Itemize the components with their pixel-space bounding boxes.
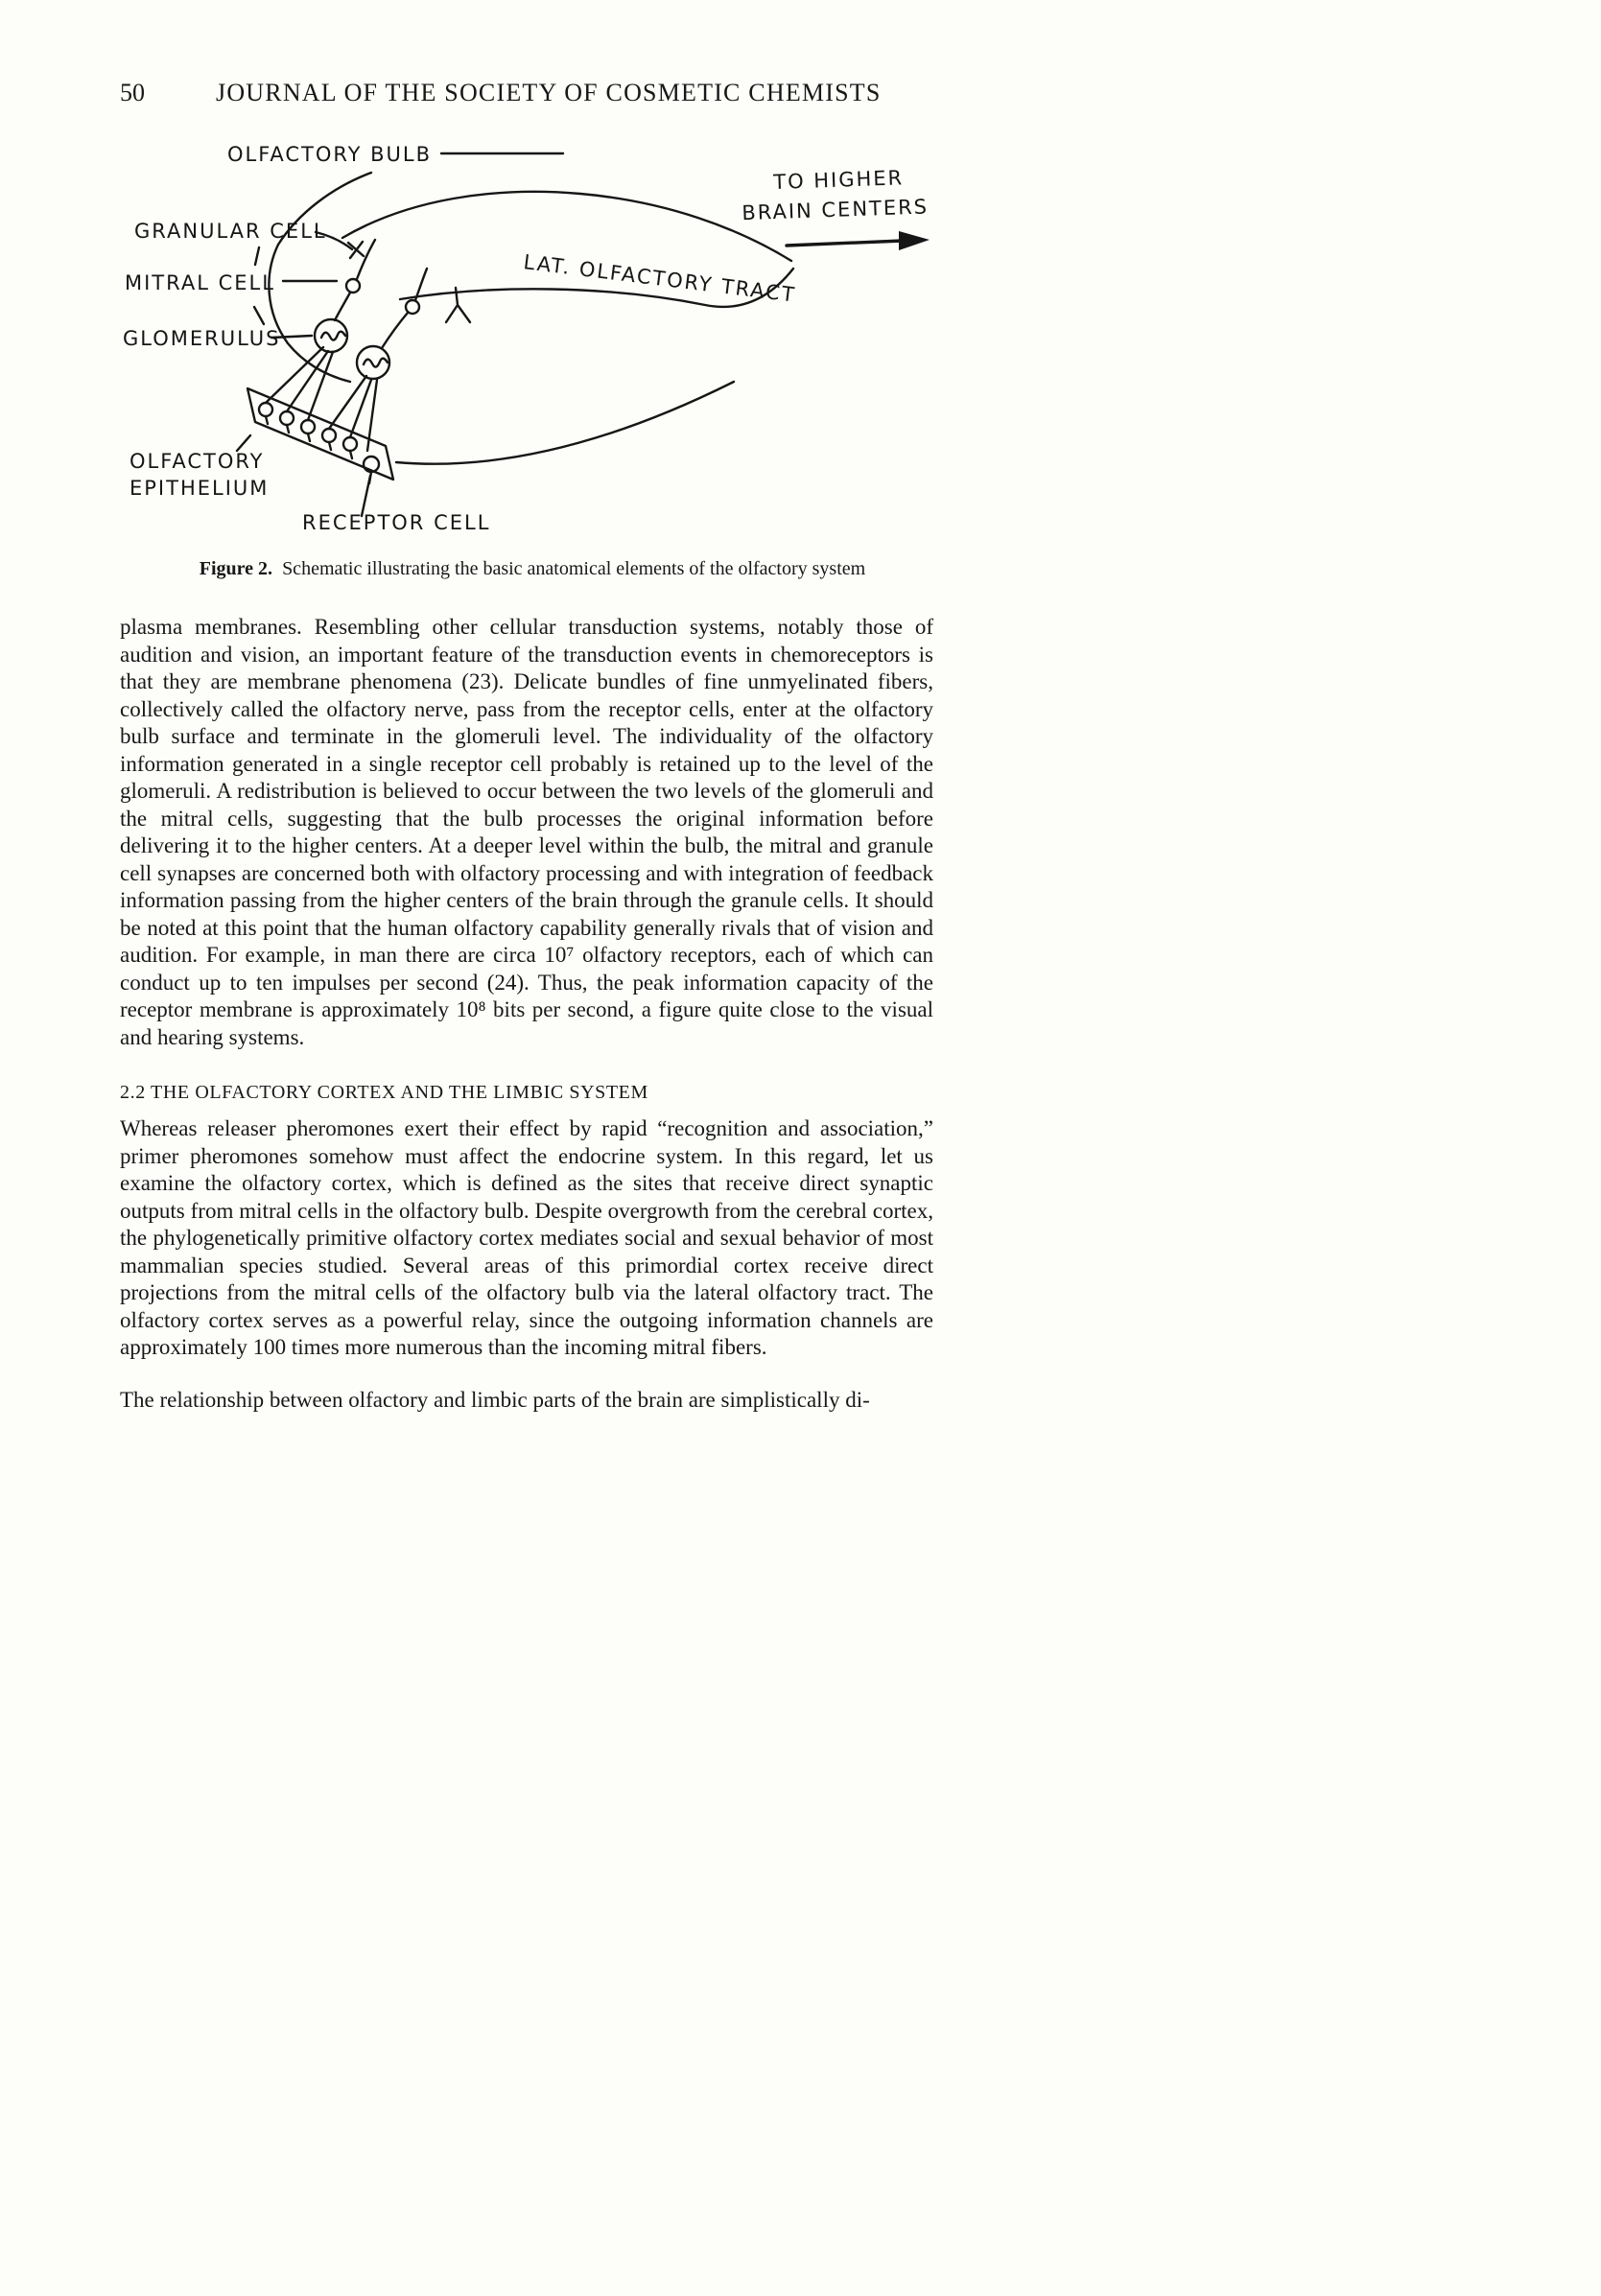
section-heading-2-2: 2.2 THE OLFACTORY CORTEX AND THE LIMBIC SYSTEM [120,1082,648,1103]
paragraph-plasma-membranes: plasma membranes. Resembling other cellular transduction systems, notably those of audition and vision, an important feature of the transduction events in chemoreceptors is that they are membrane phenomena (23). Delicate bundles of fine unmyelinated fibers, collectively called the olfactory nerve, pass from the receptor cells, enter at the olfactory bulb surface and terminate in the glomeruli level. The individuality of the olfactory information generated in a single receptor cell probably is retained up to the level of the glomeruli. A redistribution is believed to occur between the two levels of the glomeruli and the mitral cells, suggesting that the bulb processes the original information before delivering it to the higher centers. At a deeper level within the bulb, the mitral and granule cell synapses are concerned both with olfactory processing and with integration of feedback information passing from the higher centers of the brain through the granule cells. It should be noted at this point that the human olfactory capability generally rivals that of vision and audition. For example, in man there are circa 10⁷ olfactory receptors, each of which can conduct up to ten impulses per second (24). Thus, the peak information capacity of the receptor membrane is approximately 10⁸ bits per second, a figure quite close to the visual and hearing systems. [120,615,933,1049]
mitral-cell-2-dendrite [382,313,408,348]
granular-cell-tick [255,247,259,265]
receptor-cell-pointer [362,476,370,516]
receptor-cilia [350,451,352,458]
receptor-cilia [266,416,268,424]
receptor-cilia [287,425,289,433]
glomerulus-1 [315,319,347,352]
receptor-axon [266,347,323,403]
figure-caption-text: Schematic illustrating the basic anatomical elements of the olfactory system [282,558,866,579]
mitral-cell-tick [254,307,264,324]
glomerulus-2 [357,346,389,379]
journal-title: JOURNAL OF THE SOCIETY OF COSMETIC CHEMISTS [216,79,882,106]
mitral-cell-1-soma [346,279,360,293]
page-number: 50 [120,79,145,106]
figure-caption-label: Figure 2. [199,558,273,579]
label-olfactory-bulb: OLFACTORY BULB [227,143,433,166]
glomerulus-1-scribble [321,332,345,340]
paragraph-relationship: The relationship between olfactory and limbic parts of the brain are simplistically di- [120,1387,870,1412]
olfactory-tract-upper-curve [342,192,791,261]
label-olfactory-epithelium-line2: EPITHELIUM [129,477,270,500]
receptor-cilia [329,442,331,450]
article-body [120,614,933,1414]
olfactory-epithelium-strip [247,388,393,480]
label-lat-olfactory-tract: LAT. OLFACTORY TRACT [522,250,797,307]
epithelium-pointer [237,435,250,451]
label-receptor-cell: RECEPTOR CELL [302,511,491,534]
label-mitral-cell: MITRAL CELL [125,271,275,294]
glomerulus-2-scribble [364,359,388,367]
basal-sweep-curve [396,382,734,464]
receptor-cilia [308,433,310,441]
page-header [120,79,933,107]
receptor-axon [329,376,366,429]
figure-caption [120,558,945,580]
label-granular-cell: GRANULAR CELL [134,220,327,243]
paragraph-olfactory-cortex: Whereas releaser pheromones exert their effect by rapid “recognition and association,” primer pheromones somehow must affect the endocrine system. In this regard, let us examine the olfactory cortex, which is defined as the sites that receive direct synaptic outputs from mitral cells in the olfactory bulb. Despite overgrowth from the cerebral cortex, the phylogenetically primitive olfactory cortex mediates social and sexual behavior of most mammalian species studied. Several areas of this primordial cortex receive direct projections from the mitral cells of the olfactory bulb via the lateral olfactory tract. The olfactory cortex serves as a powerful relay, since the outgoing information channels are approximately 100 times more numerous than the incoming mitral fibers. [120,1116,933,1359]
mitral-cell-1-dendrite [335,293,350,320]
figure-2 [120,134,945,580]
receptor-axon [350,380,371,437]
arrow-shaft [787,241,903,246]
receptor-cell-body [301,420,315,433]
label-olfactory-epithelium-line1: OLFACTORY [129,450,265,473]
higher-brain-arrow [787,231,930,250]
receptor-cell-body [322,429,336,442]
label-glomerulus: GLOMERULUS [123,327,281,350]
arrow-head [899,231,930,250]
label-to-higher-brain-centers [741,165,930,224]
label-brain-centers: BRAIN CENTERS [741,195,930,225]
olfactory-system-diagram [120,134,945,543]
label-to-higher: TO HIGHER [772,166,905,195]
receptor-cell-body [343,437,357,451]
receptor-cell-body [280,411,294,425]
diagram-strokes [237,153,793,516]
receptor-cell-body [259,403,272,416]
